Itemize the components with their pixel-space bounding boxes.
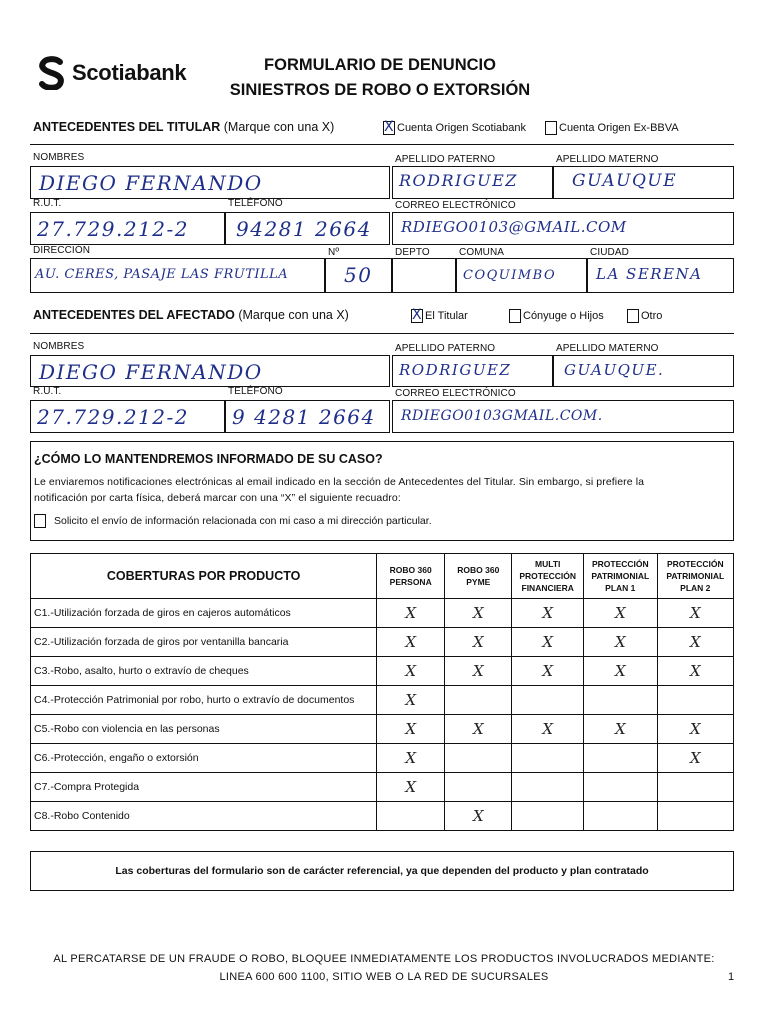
column-header: ROBO 360 PERSONA: [377, 554, 445, 599]
label-apellido-paterno: APELLIDO PATERNO: [395, 154, 496, 165]
field-rut[interactable]: 27.729.212-2: [30, 212, 225, 245]
label-rut-afectado: R.U.T.: [33, 386, 62, 397]
table-row: C5.-Robo con violencia en las personas X X X X X: [31, 715, 734, 744]
field-telefono-afectado[interactable]: 9 4281 2664: [225, 400, 390, 433]
label-apellido-paterno-afectado: APELLIDO PATERNO: [395, 343, 496, 354]
label-telefono: TELÉFONO: [228, 198, 283, 209]
coverage-heading: COBERTURAS POR PRODUCTO: [31, 554, 377, 599]
column-header: ROBO 360 PYME: [445, 554, 512, 599]
label-ciudad: CIUDAD: [590, 247, 629, 258]
field-ciudad[interactable]: LA SERENA: [587, 258, 734, 293]
label-numero: Nº: [328, 247, 340, 258]
titular-option-scotiabank[interactable]: X Cuenta Origen Scotiabank: [383, 121, 526, 135]
footer-line1: AL PERCATARSE DE UN FRAUDE O ROBO, BLOQUEE INMEDIATAMENTE LOS PRODUCTOS INVOLUCRADOS MEDIANTE:: [53, 953, 715, 965]
divider: [30, 333, 734, 334]
disclaimer-box: [30, 851, 734, 891]
brand-name: Scotiabank: [72, 60, 187, 85]
form-title: [220, 53, 540, 103]
field-depto[interactable]: [392, 258, 456, 293]
label-nombres: NOMBRES: [33, 152, 85, 163]
field-telefono[interactable]: 94281 2664: [225, 212, 390, 245]
page-number: 1: [728, 971, 735, 983]
informado-box: [30, 441, 734, 541]
checkbox-scotiabank[interactable]: [383, 121, 395, 135]
afectado-option-otro[interactable]: Otro: [627, 309, 662, 323]
footer-line2: LINEA 600 600 1100, SITIO WEB O LA RED DE SUCURSALES: [219, 971, 549, 983]
label-apellido-materno: APELLIDO MATERNO: [556, 154, 659, 165]
titular-option-exbbva[interactable]: Cuenta Origen Ex-BBVA: [545, 121, 679, 135]
informado-body-line1: Le enviaremos notificaciones electrónicas al email indicado en la sección de Antecedentes del Titular. Sin embargo, si prefiere la: [34, 476, 645, 488]
label-comuna: COMUNA: [459, 247, 505, 258]
field-correo-afectado[interactable]: RDIEGO0103GMAIL.COM.: [392, 400, 734, 433]
informado-body-line2: notificación por carta física, deberá marcar con una “X” el siguiente recuadro:: [34, 492, 401, 504]
checkbox-carta-fisica[interactable]: [34, 514, 46, 528]
table-row: C3.-Robo, asalto, hurto o extravío de cheques X X X X X: [31, 657, 734, 686]
table-row: C2.-Utilización forzada de giros por ventanilla bancaria X X X X X: [31, 628, 734, 657]
field-nombres-afectado[interactable]: DIEGO FERNANDO: [30, 355, 390, 387]
checkbox-otro[interactable]: [627, 309, 639, 323]
scotiabank-s-logo-icon: [38, 56, 66, 90]
column-header: PROTECCIÓN PATRIMONIAL PLAN 2: [657, 554, 733, 599]
field-nombres[interactable]: DIEGO FERNANDO: [30, 166, 390, 199]
field-correo[interactable]: RDIEGO0103@GMAIL.COM: [392, 212, 734, 245]
label-telefono-afectado: TELÉFONO: [228, 386, 283, 397]
titular-heading: ANTECEDENTES DEL TITULAR (Marque con una X): [33, 120, 335, 134]
form-title-line2: SINIESTROS DE ROBO O EXTORSIÓN: [229, 81, 531, 99]
label-depto: DEPTO: [395, 247, 430, 258]
field-direccion[interactable]: AU. CERES, PASAJE LAS FRUTILLA: [30, 258, 325, 293]
field-comuna[interactable]: COQUIMBO: [456, 258, 587, 293]
table-row: C4.-Protección Patrimonial por robo, hurto o extravío de documentos X: [31, 686, 734, 715]
form-title-line1: FORMULARIO DE DENUNCIO: [264, 56, 496, 74]
label-rut: R.U.T.: [33, 198, 62, 209]
checkbox-el-titular[interactable]: [411, 309, 423, 323]
label-correo: CORREO ELECTRÓNICO: [395, 200, 516, 211]
column-header: PROTECCIÓN PATRIMONIAL PLAN 1: [584, 554, 658, 599]
divider: [30, 144, 734, 145]
informado-checkbox-row[interactable]: Solicito el envío de información relacionada con mi caso a mi dirección particular.: [34, 514, 432, 528]
field-rut-afectado[interactable]: 27.729.212-2: [30, 400, 225, 433]
table-row: C6.-Protección, engaño o extorsión X X: [31, 744, 734, 773]
column-header: MULTI PROTECCIÓN FINANCIERA: [512, 554, 584, 599]
checkbox-exbbva[interactable]: [545, 121, 557, 135]
table-row: C8.-Robo Contenido X: [31, 802, 734, 831]
coverage-table: [30, 553, 734, 831]
field-apellido-materno[interactable]: GUAUQUE: [553, 166, 734, 199]
field-apellido-paterno-afectado[interactable]: RODRIGUEZ: [392, 355, 553, 387]
checkbox-conyuge[interactable]: [509, 309, 521, 323]
afectado-heading: ANTECEDENTES DEL AFECTADO (Marque con una X): [33, 308, 349, 322]
afectado-option-conyuge[interactable]: Cónyuge o Hijos: [509, 309, 604, 323]
table-row: C7.-Compra Protegida X: [31, 773, 734, 802]
scotiabank-logo: [38, 56, 186, 90]
field-numero[interactable]: 50: [325, 258, 392, 293]
field-apellido-materno-afectado[interactable]: GUAUQUE.: [553, 355, 734, 387]
label-nombres-afectado: NOMBRES: [33, 341, 85, 352]
label-apellido-materno-afectado: APELLIDO MATERNO: [556, 343, 659, 354]
afectado-option-titular[interactable]: X El Titular: [411, 309, 468, 323]
informado-heading: ¿CÓMO LO MANTENDREMOS INFORMADO DE SU CASO?: [34, 452, 383, 466]
label-correo-afectado: CORREO ELECTRÓNICO: [395, 388, 516, 399]
label-direccion: DIRECCIÓN: [33, 245, 91, 256]
field-apellido-paterno[interactable]: RODRIGUEZ: [392, 166, 553, 199]
table-row: C1.-Utilización forzada de giros en cajeros automáticos X X X X X: [31, 599, 734, 628]
disclaimer-text: Las coberturas del formulario son de carácter referencial, ya que dependen del producto y plan contratado: [115, 865, 649, 877]
